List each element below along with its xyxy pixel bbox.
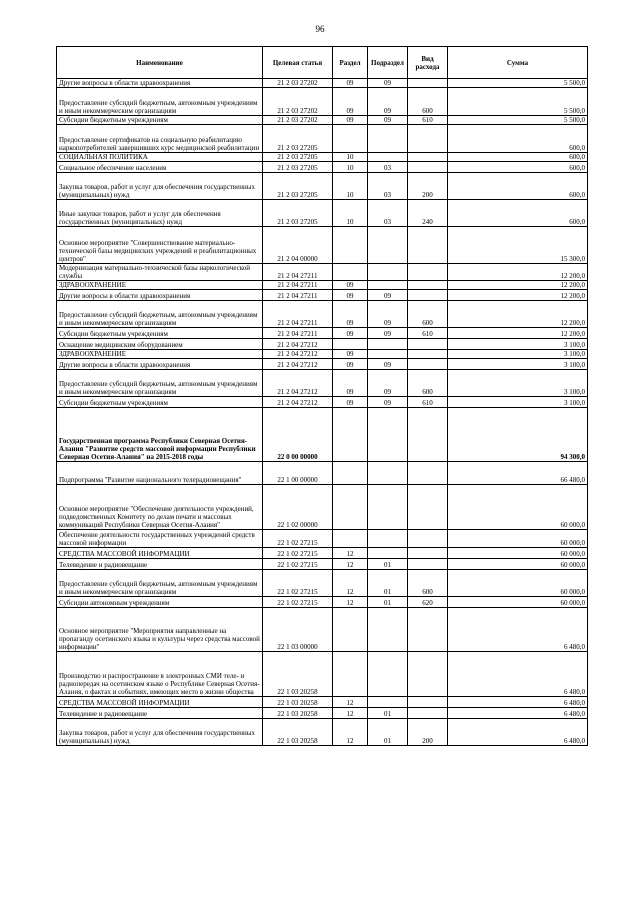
row-sum-cell: 12 200,0	[448, 301, 588, 328]
row-name-cell: Основное мероприятие "Совершенствование материально-технической базы медицинских учреждений и реабилитационных центров"	[57, 227, 263, 264]
row-code-cell: 22 1 00 00000	[263, 462, 333, 485]
row-expense-type-cell: 240	[408, 200, 448, 227]
row-subsection-cell: 09	[368, 79, 408, 88]
row-expense-type-cell	[408, 227, 448, 264]
row-code-cell: 21 2 04 27211	[263, 281, 333, 290]
row-section-cell: 09	[333, 281, 368, 290]
row-sum-cell: 60 000,0	[448, 597, 588, 608]
table-row	[57, 408, 588, 462]
row-section-cell	[333, 264, 368, 281]
row-code-cell: 22 0 00 00000	[263, 408, 333, 462]
row-sum-cell: 600,0	[448, 153, 588, 162]
row-subsection-cell: 03	[368, 173, 408, 200]
row-name-cell: Телевидение и радиовещание	[57, 708, 263, 719]
row-expense-type-cell	[408, 153, 448, 162]
row-name-cell: Предоставление субсидий бюджетным, автономным учреждениям и иным некоммерческим организациям	[57, 88, 263, 116]
row-expense-type-cell	[408, 339, 448, 350]
row-name-cell: Обеспечение деятельности государственных учреждений средств массовой информации	[57, 530, 263, 548]
row-name-cell: Предоставление субсидий бюджетным, автономным учреждениям и иным некоммерческим организациям	[57, 301, 263, 328]
row-expense-type-cell	[408, 697, 448, 708]
table-row	[57, 548, 588, 559]
row-name-cell: Субсидии автономным учреждениям	[57, 597, 263, 608]
row-code-cell: 22 1 02 27215	[263, 570, 333, 597]
table-row	[57, 301, 588, 328]
header-expense-type: Вид расхода	[408, 47, 448, 79]
row-subsection-cell: 01	[368, 719, 408, 746]
row-name-cell: Телевидение и радиовещание	[57, 559, 263, 570]
row-name-cell: Другие вопросы в области здравоохранения	[57, 290, 263, 301]
header-name: Наименование	[57, 47, 263, 79]
row-section-cell: 09	[333, 397, 368, 408]
row-subsection-cell	[368, 697, 408, 708]
row-name-cell: Предоставление субсидий бюджетным, автономным учреждениям и иным некоммерческим организациям	[57, 570, 263, 597]
row-sum-cell: 600,0	[448, 162, 588, 173]
row-name-cell: Закупка товаров, работ и услуг для обеспечения государственных (муниципальных) нужд	[57, 719, 263, 746]
row-section-cell: 09	[333, 290, 368, 301]
row-code-cell: 22 1 02 27215	[263, 597, 333, 608]
row-name-cell: Закупка товаров, работ и услуг для обеспечения государственных (муниципальных) нужд	[57, 173, 263, 200]
row-code-cell: 21 2 03 27205	[263, 173, 333, 200]
row-sum-cell: 12 200,0	[448, 328, 588, 339]
row-subsection-cell	[368, 350, 408, 359]
table-row	[57, 116, 588, 125]
row-subsection-cell	[368, 608, 408, 652]
header-sum: Сумма	[448, 47, 588, 79]
row-subsection-cell	[368, 339, 408, 350]
row-section-cell: 12	[333, 597, 368, 608]
row-expense-type-cell: 600	[408, 370, 448, 397]
row-section-cell: 12	[333, 708, 368, 719]
row-code-cell: 22 1 02 27215	[263, 548, 333, 559]
row-code-cell: 21 2 04 27211	[263, 264, 333, 281]
table-row	[57, 485, 588, 530]
row-section-cell: 09	[333, 116, 368, 125]
row-code-cell: 21 2 04 00000	[263, 227, 333, 264]
row-name-cell: Субсидии бюджетным учреждениям	[57, 116, 263, 125]
row-name-cell: Государственная программа Республики Северная Осетия-Алания "Развитие средств массовой информации Республики Северная Осетия-Алания" на 2015-2018 годы	[57, 408, 263, 462]
table-row	[57, 462, 588, 485]
row-section-cell: 10	[333, 162, 368, 173]
row-name-cell: Субсидии бюджетным учреждениям	[57, 328, 263, 339]
row-code-cell: 21 2 03 27202	[263, 79, 333, 88]
table-row	[57, 200, 588, 227]
row-code-cell: 21 2 04 27212	[263, 339, 333, 350]
row-subsection-cell: 01	[368, 570, 408, 597]
row-section-cell	[333, 462, 368, 485]
row-code-cell: 21 2 03 27202	[263, 116, 333, 125]
row-code-cell: 22 1 03 20258	[263, 719, 333, 746]
row-expense-type-cell	[408, 359, 448, 370]
row-name-cell: СРЕДСТВА МАССОВОЙ ИНФОРМАЦИИ	[57, 697, 263, 708]
row-subsection-cell: 09	[368, 116, 408, 125]
row-sum-cell: 3 100,0	[448, 339, 588, 350]
row-subsection-cell: 03	[368, 200, 408, 227]
row-code-cell: 21 2 04 27211	[263, 328, 333, 339]
row-section-cell: 10	[333, 173, 368, 200]
row-section-cell: 12	[333, 570, 368, 597]
row-subsection-cell: 09	[368, 328, 408, 339]
row-sum-cell: 6 480,0	[448, 608, 588, 652]
row-section-cell: 12	[333, 559, 368, 570]
row-expense-type-cell	[408, 281, 448, 290]
table-row	[57, 281, 588, 290]
table-row	[57, 290, 588, 301]
row-section-cell	[333, 125, 368, 153]
row-name-cell: Предоставление субсидий бюджетным, автономным учреждениям и иным некоммерческим организациям	[57, 370, 263, 397]
row-expense-type-cell	[408, 290, 448, 301]
row-code-cell: 21 2 03 27205	[263, 200, 333, 227]
row-name-cell: Модернизация материально-технической базы наркологической службы	[57, 264, 263, 281]
row-sum-cell: 66 480,0	[448, 462, 588, 485]
row-name-cell: СОЦИАЛЬНАЯ ПОЛИТИКА	[57, 153, 263, 162]
row-code-cell: 21 2 03 27205	[263, 125, 333, 153]
table-row	[57, 339, 588, 350]
table-row	[57, 125, 588, 153]
table-row	[57, 79, 588, 88]
row-section-cell: 10	[333, 153, 368, 162]
table-row	[57, 652, 588, 697]
budget-table	[56, 46, 588, 746]
row-code-cell: 21 2 04 27212	[263, 397, 333, 408]
row-subsection-cell: 09	[368, 301, 408, 328]
row-subsection-cell: 03	[368, 162, 408, 173]
row-sum-cell: 600,0	[448, 200, 588, 227]
table-row	[57, 608, 588, 652]
row-sum-cell: 60 000,0	[448, 485, 588, 530]
row-sum-cell: 60 000,0	[448, 548, 588, 559]
row-expense-type-cell: 610	[408, 328, 448, 339]
row-section-cell: 09	[333, 328, 368, 339]
row-section-cell: 09	[333, 301, 368, 328]
row-name-cell: Субсидии бюджетным учреждениям	[57, 397, 263, 408]
row-expense-type-cell: 600	[408, 301, 448, 328]
row-subsection-cell: 01	[368, 597, 408, 608]
table-row	[57, 227, 588, 264]
row-expense-type-cell: 610	[408, 397, 448, 408]
row-expense-type-cell	[408, 485, 448, 530]
table-row	[57, 88, 588, 116]
row-section-cell: 09	[333, 79, 368, 88]
row-sum-cell: 3 100,0	[448, 359, 588, 370]
row-section-cell: 12	[333, 548, 368, 559]
row-section-cell	[333, 408, 368, 462]
header-section: Раздел	[333, 47, 368, 79]
row-section-cell	[333, 227, 368, 264]
row-section-cell	[333, 608, 368, 652]
row-subsection-cell	[368, 227, 408, 264]
row-sum-cell: 94 300,0	[448, 408, 588, 462]
row-subsection-cell: 01	[368, 559, 408, 570]
row-section-cell: 09	[333, 359, 368, 370]
row-sum-cell: 5 500,0	[448, 88, 588, 116]
page-number: 96	[315, 24, 325, 34]
row-code-cell: 22 1 03 00000	[263, 608, 333, 652]
row-section-cell	[333, 652, 368, 697]
table-row	[57, 350, 588, 359]
row-name-cell: Предоставление сертификатов на социальную реабилитацию наркопотребителей завершивших курс медицинской реабилитации	[57, 125, 263, 153]
row-section-cell	[333, 339, 368, 350]
row-sum-cell: 600,0	[448, 125, 588, 153]
row-expense-type-cell	[408, 608, 448, 652]
row-name-cell: Иные закупки товаров, работ и услуг для обеспечения государственных (муниципальных) нужд	[57, 200, 263, 227]
table-row	[57, 370, 588, 397]
table-row	[57, 173, 588, 200]
row-subsection-cell	[368, 485, 408, 530]
table-row	[57, 597, 588, 608]
row-code-cell: 21 2 04 27212	[263, 350, 333, 359]
row-sum-cell: 12 200,0	[448, 264, 588, 281]
row-name-cell: Подпрограмма "Развитие национального телерадиовещания"	[57, 462, 263, 485]
table-row	[57, 359, 588, 370]
row-expense-type-cell	[408, 162, 448, 173]
row-section-cell	[333, 485, 368, 530]
table-row	[57, 162, 588, 173]
table-row	[57, 559, 588, 570]
row-name-cell: Другие вопросы в области здравоохранения	[57, 359, 263, 370]
row-sum-cell: 12 200,0	[448, 281, 588, 290]
row-expense-type-cell	[408, 264, 448, 281]
row-sum-cell: 600,0	[448, 173, 588, 200]
row-code-cell: 22 1 02 27215	[263, 559, 333, 570]
row-subsection-cell	[368, 408, 408, 462]
row-code-cell: 21 2 04 27211	[263, 301, 333, 328]
row-section-cell: 09	[333, 88, 368, 116]
row-name-cell: Основное мероприятие "Обеспечение деятельности учреждений, подведомственных Комитету по делам печати и массовых коммуникаций Республики Северная Осетия-Алания"	[57, 485, 263, 530]
row-code-cell: 22 1 02 00000	[263, 485, 333, 530]
row-code-cell: 22 1 03 20258	[263, 708, 333, 719]
row-code-cell: 21 2 04 27212	[263, 370, 333, 397]
row-subsection-cell	[368, 153, 408, 162]
row-expense-type-cell: 200	[408, 173, 448, 200]
row-subsection-cell	[368, 462, 408, 485]
row-sum-cell: 6 480,0	[448, 719, 588, 746]
row-expense-type-cell	[408, 350, 448, 359]
row-sum-cell: 3 100,0	[448, 350, 588, 359]
row-section-cell: 10	[333, 200, 368, 227]
row-expense-type-cell	[408, 548, 448, 559]
row-code-cell: 21 2 03 27205	[263, 162, 333, 173]
row-expense-type-cell: 620	[408, 597, 448, 608]
row-code-cell: 21 2 03 27205	[263, 153, 333, 162]
row-name-cell: Другие вопросы в области здравоохранения	[57, 79, 263, 88]
row-section-cell: 09	[333, 370, 368, 397]
table-row	[57, 328, 588, 339]
row-name-cell: Социальное обеспечение населения	[57, 162, 263, 173]
row-name-cell: Оснащение медицинским оборудованием	[57, 339, 263, 350]
row-subsection-cell: 09	[368, 370, 408, 397]
header-subsection: Подраздел	[368, 47, 408, 79]
row-code-cell: 22 1 03 20258	[263, 652, 333, 697]
table-header-row	[57, 47, 588, 79]
row-expense-type-cell	[408, 708, 448, 719]
row-expense-type-cell	[408, 79, 448, 88]
row-code-cell: 22 1 03 20258	[263, 697, 333, 708]
row-sum-cell: 60 000,0	[448, 530, 588, 548]
row-expense-type-cell	[408, 559, 448, 570]
table-row	[57, 708, 588, 719]
row-name-cell: Основное мероприятие "Мероприятия направленные на пропаганду осетинского языка и культуры через средства массовой информации"	[57, 608, 263, 652]
row-sum-cell: 5 500,0	[448, 116, 588, 125]
row-sum-cell: 6 480,0	[448, 652, 588, 697]
row-code-cell: 21 2 04 27211	[263, 290, 333, 301]
table-row	[57, 570, 588, 597]
row-subsection-cell: 09	[368, 359, 408, 370]
row-subsection-cell	[368, 125, 408, 153]
row-subsection-cell	[368, 530, 408, 548]
row-subsection-cell	[368, 548, 408, 559]
row-code-cell: 22 1 02 27215	[263, 530, 333, 548]
row-expense-type-cell	[408, 125, 448, 153]
row-sum-cell: 3 100,0	[448, 370, 588, 397]
row-section-cell: 12	[333, 697, 368, 708]
row-subsection-cell	[368, 264, 408, 281]
row-expense-type-cell: 200	[408, 719, 448, 746]
row-subsection-cell: 09	[368, 290, 408, 301]
row-expense-type-cell	[408, 530, 448, 548]
row-name-cell: ЗДРАВООХРАНЕНИЕ	[57, 350, 263, 359]
header-code: Целевая статья	[263, 47, 333, 79]
row-expense-type-cell: 600	[408, 570, 448, 597]
table-row	[57, 697, 588, 708]
table-row	[57, 719, 588, 746]
row-code-cell: 21 2 04 27212	[263, 359, 333, 370]
row-subsection-cell: 01	[368, 708, 408, 719]
table-row	[57, 264, 588, 281]
row-sum-cell: 60 000,0	[448, 559, 588, 570]
table-row	[57, 397, 588, 408]
row-sum-cell: 5 500,0	[448, 79, 588, 88]
row-sum-cell: 12 200,0	[448, 290, 588, 301]
row-sum-cell: 6 480,0	[448, 708, 588, 719]
row-sum-cell: 60 000,0	[448, 570, 588, 597]
row-code-cell: 21 2 03 27202	[263, 88, 333, 116]
table-row	[57, 530, 588, 548]
row-name-cell: СРЕДСТВА МАССОВОЙ ИНФОРМАЦИИ	[57, 548, 263, 559]
row-name-cell: Производство и распространение в электронных СМИ теле- и радиопередач на осетинском языке о Республике Северная Осетия-Алания, о фактах и событиях, имеющих место в жизни общества	[57, 652, 263, 697]
row-section-cell: 09	[333, 350, 368, 359]
row-sum-cell: 15 300,0	[448, 227, 588, 264]
row-subsection-cell	[368, 281, 408, 290]
row-section-cell	[333, 530, 368, 548]
row-subsection-cell: 09	[368, 88, 408, 116]
row-subsection-cell	[368, 652, 408, 697]
row-sum-cell: 6 480,0	[448, 697, 588, 708]
row-expense-type-cell	[408, 462, 448, 485]
row-sum-cell: 3 100,0	[448, 397, 588, 408]
row-expense-type-cell: 610	[408, 116, 448, 125]
row-expense-type-cell	[408, 652, 448, 697]
row-expense-type-cell	[408, 408, 448, 462]
row-expense-type-cell: 600	[408, 88, 448, 116]
row-name-cell: ЗДРАВООХРАНЕНИЕ	[57, 281, 263, 290]
row-subsection-cell: 09	[368, 397, 408, 408]
table-row	[57, 153, 588, 162]
row-section-cell: 12	[333, 719, 368, 746]
